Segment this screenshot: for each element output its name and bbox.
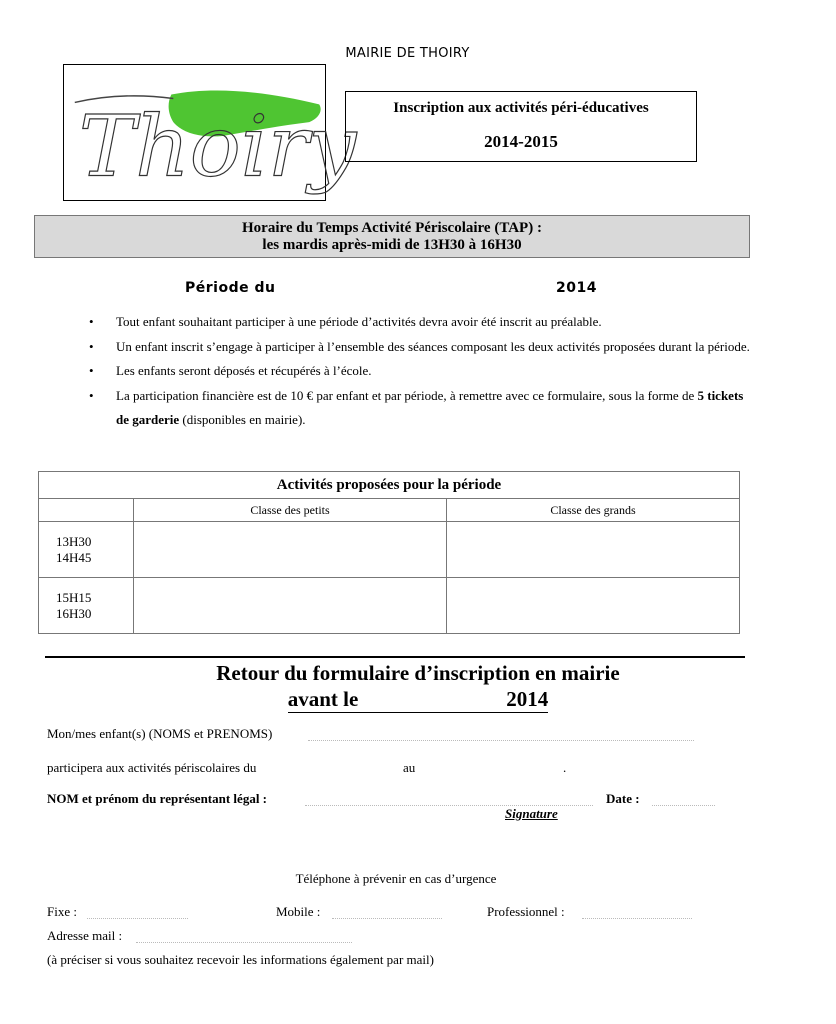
table-row	[39, 578, 740, 634]
cell-petits-slot-1[interactable]	[134, 522, 447, 578]
logo-text: Thoiry	[78, 96, 357, 196]
fixe-label: Fixe :	[47, 904, 77, 919]
period-end: .	[563, 760, 567, 775]
email-input[interactable]	[136, 928, 352, 943]
column-grands: Classe des grands	[447, 499, 740, 522]
thoiry-logo	[63, 64, 357, 201]
payment-text: La participation financière est de 10 € par enfant et par période, à remettre avec ce formulaire, sous la forme de	[116, 387, 698, 403]
column-petits: Classe des petits	[134, 499, 447, 522]
au-label: au	[403, 760, 416, 775]
retour-line-2: avant le 2014	[287, 687, 549, 711]
divider	[45, 656, 745, 658]
time-slot: 15H15 16H30	[39, 578, 134, 634]
list-item: • Les enfants seront déposés et récupérés à l’école.	[88, 359, 753, 384]
periode-year: 2014	[556, 280, 597, 296]
horaire-line-1: Horaire du Temps Activité Périscolaire (TAP) :	[242, 220, 542, 236]
cell-petits-slot-2[interactable]	[134, 578, 447, 634]
rules-list	[88, 310, 753, 433]
mobile-label: Mobile :	[276, 904, 321, 919]
cell-grands-slot-1[interactable]	[447, 522, 740, 578]
activities-table	[38, 471, 740, 634]
signature-label: Signature	[505, 806, 558, 821]
list-item: • Un enfant inscrit s’engage à participer à l’ensemble des séances composant les deux activités proposées durant la période.	[88, 335, 753, 360]
list-item: • Tout enfant souhaitant participer à une période d’activités devra avoir été inscrit au préalable.	[88, 310, 753, 335]
mairie-header: MAIRIE DE THOIRY	[345, 46, 470, 61]
periode-label: Période du	[185, 280, 276, 296]
cell-grands-slot-2[interactable]	[447, 578, 740, 634]
date-label: Date :	[606, 791, 640, 806]
pro-label: Professionnel :	[487, 904, 565, 919]
retour-title	[0, 660, 836, 713]
form-title: Inscription aux activités péri-éducatives	[393, 100, 649, 116]
representant-input[interactable]	[305, 791, 593, 806]
payment-tickets: 5 tickets de garderie	[116, 387, 744, 427]
list-item	[88, 384, 753, 433]
participera-label: participera aux activités périscolaires du	[47, 760, 257, 775]
time-column-header	[39, 499, 134, 522]
payment-note: (disponibles en mairie).	[179, 412, 306, 427]
email-note: (à préciser si vous souhaitez recevoir les informations également par mail)	[47, 952, 434, 967]
time-slot: 13H30 14H45	[39, 522, 134, 578]
pro-input[interactable]	[582, 904, 692, 919]
fixe-input[interactable]	[87, 904, 188, 919]
retour-line-1: Retour du formulaire d’inscription en mairie	[216, 661, 620, 685]
telephone-label: Téléphone à prévenir en cas d’urgence	[295, 871, 497, 886]
enfants-label: Mon/mes enfant(s) (NOMS et PRENOMS)	[47, 726, 273, 741]
email-label: Adresse mail :	[47, 928, 123, 943]
date-input[interactable]	[652, 791, 715, 806]
horaire-banner	[34, 215, 750, 258]
activities-header: Activités proposées pour la période	[39, 472, 740, 499]
horaire-line-2: les mardis après-midi de 13H30 à 16H30	[262, 237, 522, 253]
enfants-input[interactable]	[308, 726, 694, 741]
logo-graphic	[64, 65, 357, 200]
table-row	[39, 522, 740, 578]
mobile-input[interactable]	[332, 904, 442, 919]
title-box	[345, 91, 697, 162]
representant-label: NOM et prénom du représentant légal :	[47, 791, 268, 806]
school-year: 2014-2015	[484, 132, 558, 151]
